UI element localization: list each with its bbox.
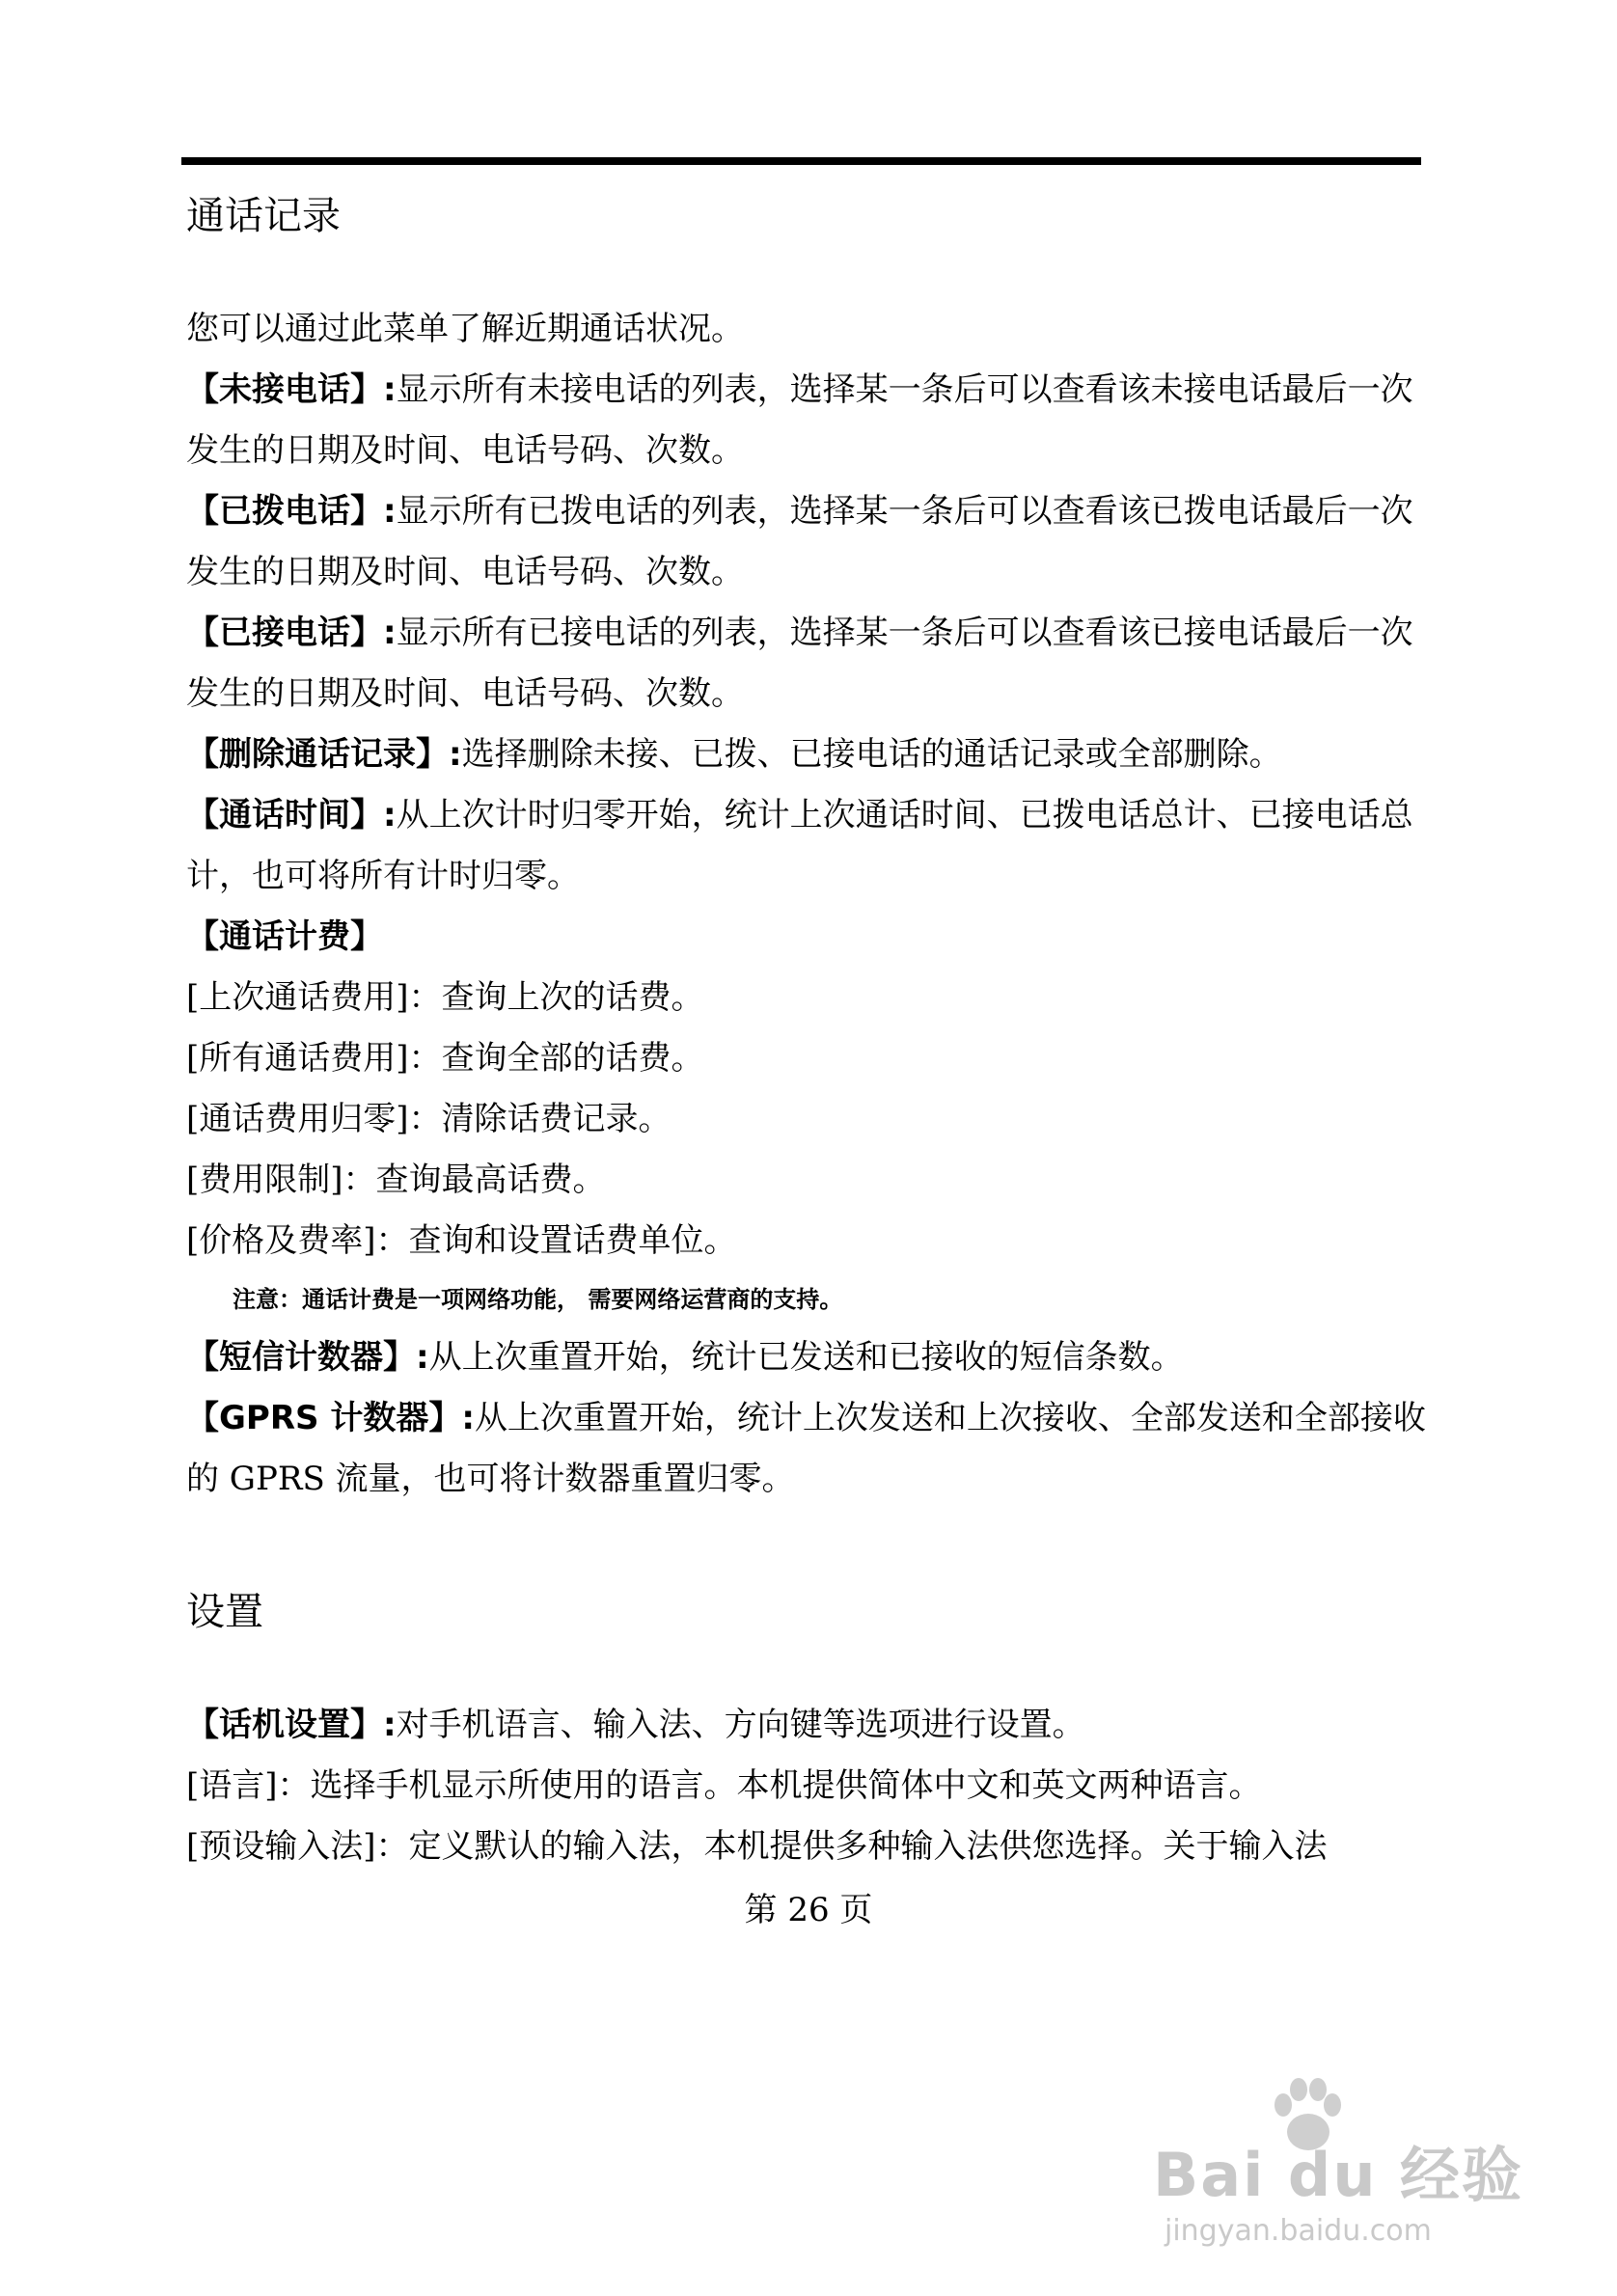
billing-line: [所有通话费用]：查询全部的话费。 bbox=[186, 1039, 704, 1078]
dialed-calls-label: 【已拨电话】: bbox=[186, 492, 397, 531]
billing-line: [通话费用归零]：清除话费记录。 bbox=[186, 1100, 671, 1138]
call-time-text: 从上次计时归零开始，统计上次通话时间、已拨电话总计、已接电话总计，也可将所有计时归零。 bbox=[186, 796, 1413, 895]
call-time-label: 【通话时间】: bbox=[186, 796, 397, 834]
billing-line: [费用限制]：查询最高话费。 bbox=[186, 1161, 606, 1199]
intro-paragraph: 您可以通过此菜单了解近期通话状况。 bbox=[186, 310, 744, 348]
delete-log-paragraph bbox=[186, 724, 1431, 785]
language-line: [语言]：选择手机显示所使用的语言。本机提供简体中文和英文两种语言。 bbox=[186, 1766, 1262, 1805]
sms-counter-paragraph bbox=[186, 1327, 1431, 1388]
received-calls-paragraph bbox=[186, 603, 1431, 724]
dialed-calls-text: 显示所有已拨电话的列表，选择某一条后可以查看该已拨电话最后一次发生的日期及时间、电话号码、次数。 bbox=[186, 492, 1413, 591]
watermark-brand: Bai du 经验 bbox=[1153, 2140, 1524, 2210]
phone-settings-label: 【话机设置】: bbox=[186, 1706, 397, 1744]
sms-counter-label: 【短信计数器】: bbox=[186, 1338, 429, 1377]
billing-note: 注意：通话计费是一项网络功能， 需要网络运营商的支持。 bbox=[233, 1286, 843, 1313]
billing-line: [上次通话费用]：查询上次的话费。 bbox=[186, 978, 704, 1017]
billing-line: [价格及费率]：查询和设置话费单位。 bbox=[186, 1221, 737, 1260]
missed-calls-paragraph bbox=[186, 360, 1431, 481]
gprs-counter-label: 【GPRS 计数器】: bbox=[186, 1399, 475, 1437]
phone-settings-paragraph bbox=[186, 1695, 1431, 1756]
phone-settings-text: 对手机语言、输入法、方向键等选项进行设置。 bbox=[396, 1706, 1085, 1744]
sms-counter-text: 从上次重置开始，统计已发送和已接收的短信条数。 bbox=[428, 1338, 1184, 1377]
watermark-url: jingyan.baidu.com bbox=[1165, 2214, 1432, 2248]
missed-calls-label: 【未接电话】: bbox=[186, 370, 397, 409]
page-number: 第 26 页 bbox=[744, 1891, 873, 1929]
page-content bbox=[186, 189, 1431, 1877]
dialed-calls-paragraph bbox=[186, 481, 1431, 603]
baidu-watermark bbox=[1153, 2074, 1539, 2267]
missed-calls-text: 显示所有未接电话的列表，选择某一条后可以查看该未接电话最后一次发生的日期及时间、电话号码、次数。 bbox=[186, 370, 1413, 470]
received-calls-label: 【已接电话】: bbox=[186, 614, 397, 652]
delete-log-text: 选择删除未接、已拨、已接电话的通话记录或全部删除。 bbox=[461, 735, 1282, 774]
section-heading-settings: 设置 bbox=[186, 1590, 263, 1634]
gprs-counter-paragraph bbox=[186, 1388, 1431, 1510]
top-rule bbox=[181, 157, 1421, 165]
billing-paragraph bbox=[186, 907, 1431, 968]
call-time-paragraph bbox=[186, 785, 1431, 907]
input-method-line: [预设输入法]：定义默认的输入法，本机提供多种输入法供您选择。关于输入法 bbox=[186, 1827, 1328, 1866]
received-calls-text: 显示所有已接电话的列表，选择某一条后可以查看该已接电话最后一次发生的日期及时间、电话号码、次数。 bbox=[186, 614, 1413, 713]
section-heading-call-log: 通话记录 bbox=[186, 194, 341, 238]
billing-label: 【通话计费】 bbox=[186, 917, 383, 956]
delete-log-label: 【删除通话记录】: bbox=[186, 735, 462, 774]
gprs-counter-text: 从上次重置开始，统计上次发送和上次接收、全部发送和全部接收的 GPRS 流量，也可将计数器重置归零。 bbox=[186, 1399, 1426, 1498]
